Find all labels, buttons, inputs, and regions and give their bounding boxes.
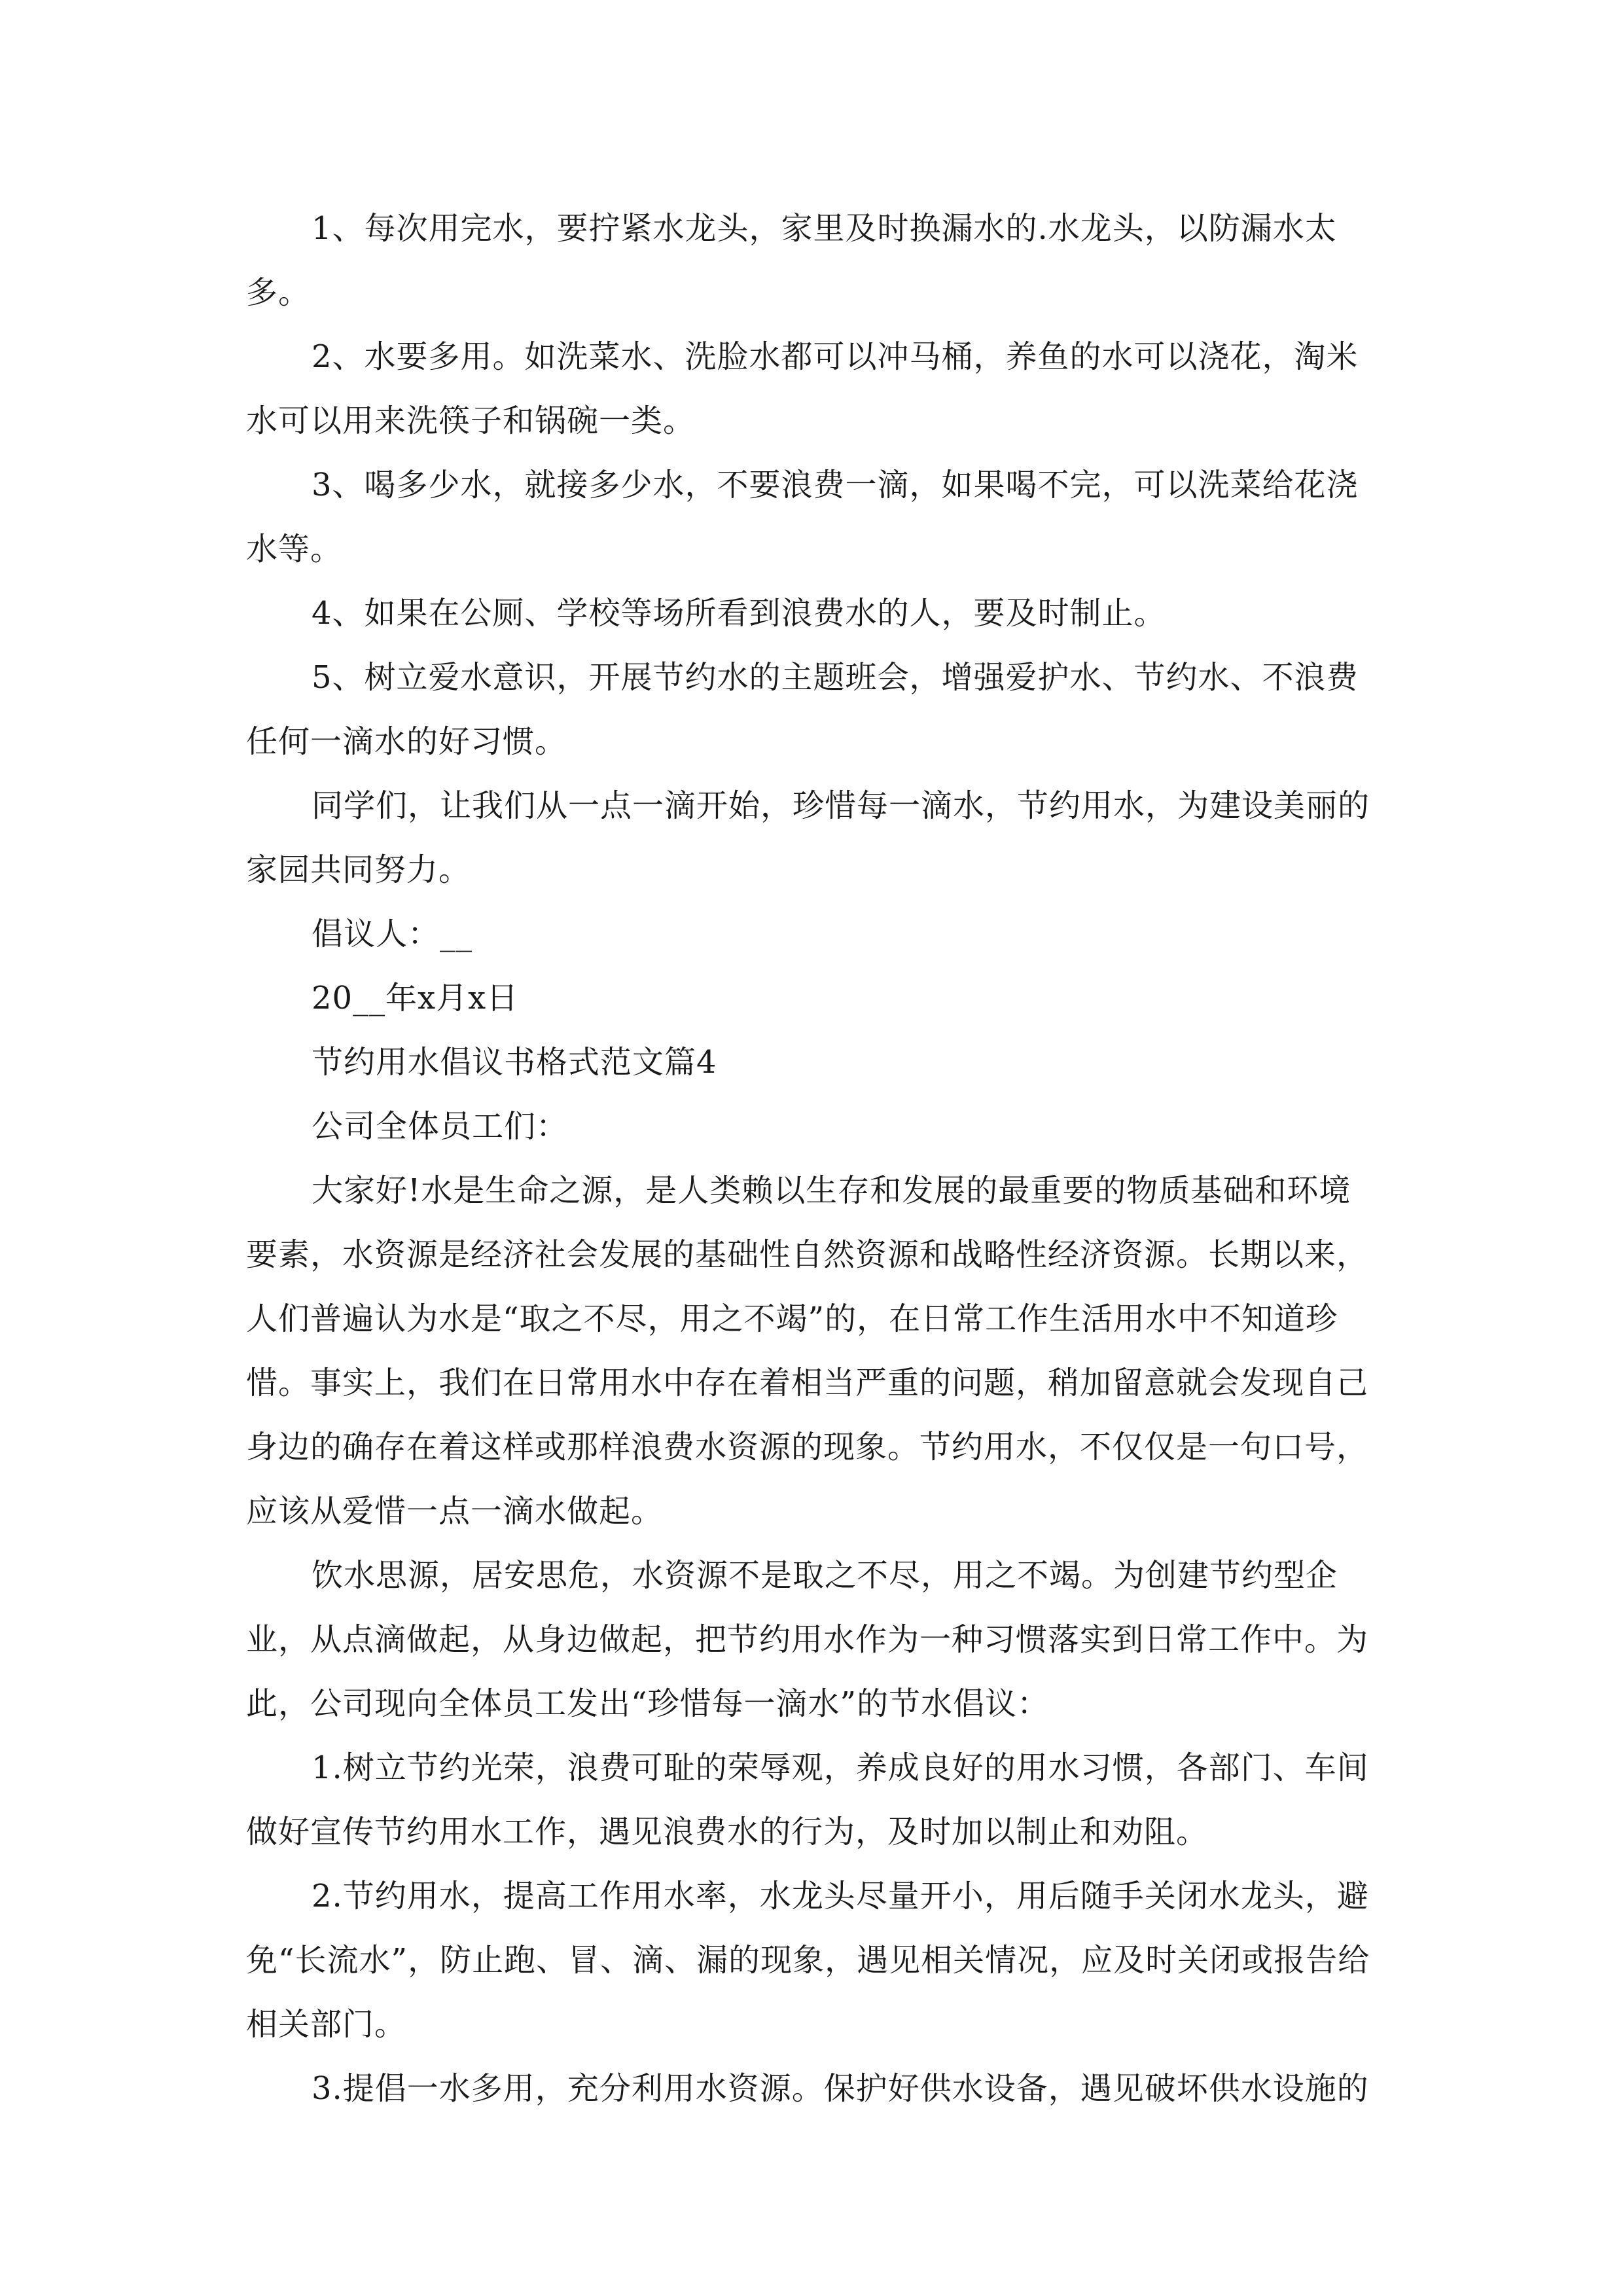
date-line: 20__年x月x日 <box>312 980 519 1016</box>
paragraph-item-2: 2.节约用水，提高工作用水率，水龙头尽量开小，用后随手关闭水龙头，避免“长流水”，防止跑、冒、滴、漏的现象，遇见相关情况，应及时关闭或报告给相关部门。 <box>246 1878 1370 2043</box>
paragraph-closing: 同学们，让我们从一点一滴开始，珍惜每一滴水，节约用水，为建设美丽的家园共同努力。 <box>246 787 1370 888</box>
paragraph-item-1: 1.树立节约光荣，浪费可耻的荣辱观，养成良好的用水习惯，各部门、车间做好宣传节约用水工作，遇见浪费水的行为，及时加以制止和劝阻。 <box>246 1749 1369 1850</box>
paragraph-tip-1: 1、每次用完水，要拧紧水龙头，家里及时换漏水的.水龙头，以防漏水太多。 <box>246 210 1337 311</box>
signature-line: 倡议人：__ <box>312 916 473 952</box>
paragraph-tip-3: 3、喝多少水，就接多少水，不要浪费一滴，如果喝不完，可以洗菜给花浇水等。 <box>246 467 1359 567</box>
paragraph-tip-4: 4、如果在公厕、学校等场所看到浪费水的人，要及时制止。 <box>312 595 1166 632</box>
paragraph-proposal: 饮水思源，居安思危，水资源不是取之不尽，用之不竭。为创建节约型企业，从点滴做起，从身边做起，把节约用水作为一种习惯落实到日常工作中。为此，公司现向全体员工发出“珍惜每一滴水”的节水倡议： <box>246 1557 1369 1722</box>
paragraph-tip-2: 2、水要多用。如洗菜水、洗脸水都可以冲马桶，养鱼的水可以浇花，淘米水可以用来洗筷子和锅碗一类。 <box>246 338 1359 439</box>
paragraph-intro: 大家好!水是生命之源，是人类赖以生存和发展的最重要的物质基础和环境要素，水资源是经济社会发展的基础性自然资源和战略性经济资源。长期以来，人们普遍认为水是“取之不尽，用之不竭”的，在日常工作生活用水中不知道珍惜。事实上，我们在日常用水中存在着相当严重的问题，稍加留意就会发现自己身边的确存在着这样或那样浪费水资源的现象。节约用水，不仅仅是一句口号，应该从爱惜一点一滴水做起。 <box>246 1172 1369 1530</box>
paragraph-tip-5: 5、树立爱水意识，开展节约水的主题班会，增强爱护水、节约水、不浪费任何一滴水的好习惯。 <box>246 659 1359 760</box>
section-title: 节约用水倡议书格式范文篇4 <box>312 1044 717 1081</box>
paragraph-item-3: 3.提倡一水多用，充分利用水资源。保护好供水设备，遇见破坏供水设施的 <box>312 2070 1369 2107</box>
document-body <box>246 196 1377 2121</box>
salutation: 公司全体员工们： <box>312 1108 569 1145</box>
